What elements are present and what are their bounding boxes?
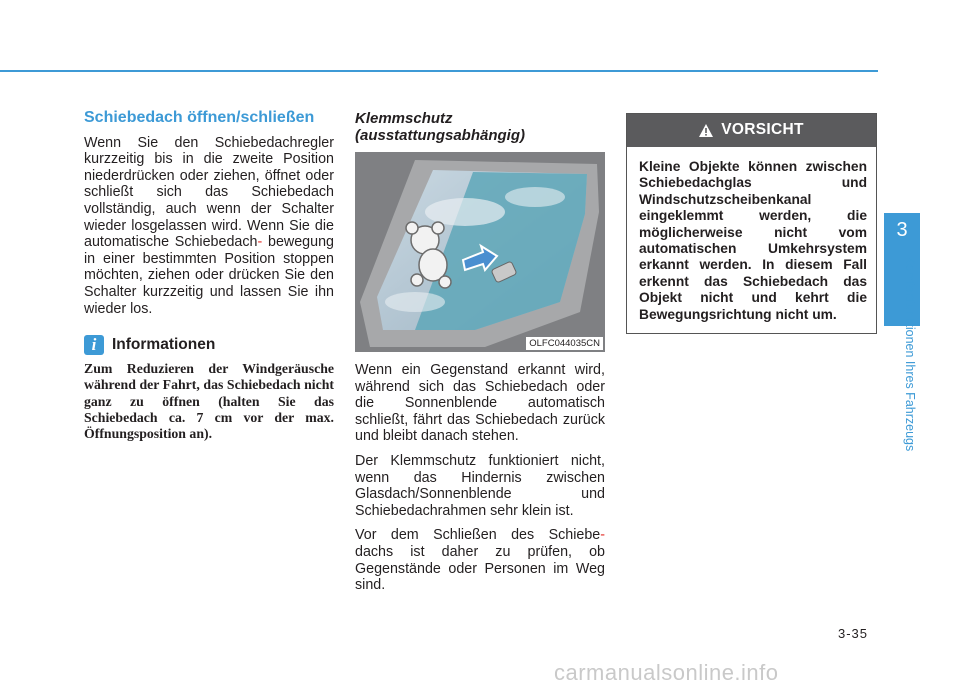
page-number: 3-35 [838,626,869,641]
paragraph-sunroof-part1: Wenn Sie den Schiebedachregler kurzzeitig bis in die zweite Position niederdrücken oder ziehen, öffnet oder schließt sich das Schiebedach vollständig, auch wenn der Schalter wieder losgelassen wird. Wenn Sie die automatische Schiebedach [84,134,334,251]
warning-triangle-icon [699,124,713,137]
hyphen-mark: - [600,527,605,544]
chapter-title-vertical [890,256,917,486]
column-left [84,110,334,442]
paragraph-anti-pinch-3 [355,527,605,593]
section-heading-anti-pinch: Klemmschutz (ausstattungsabhängig) [355,110,526,144]
info-icon: i [84,335,104,355]
chapter-number: 3 [896,219,908,241]
paragraph-anti-pinch-2: Der Klemmschutz funktioniert nicht, wenn das Hindernis zwischen Glasdach/Sonnenblende und Schiebedachrahmen sehr klein ist. [355,452,605,519]
paragraph-anti-pinch-1: Wenn ein Gegenstand erkannt wird, während sich das Schiebedach oder die Sonnenblende automatisch schließt, fährt das Schiebedach zurück und bleibt danach stehen. [355,362,605,445]
caution-text: Kleine Objekte können zwischen Schiebedachglas und Windschutzscheibenkanal eingeklemmt werden, die möglicherweise nicht vom automatischen Umkehrsystem erkannt werden. In diesem Fall erkennt das Schiebedach das Objekt nicht und kehrt die Bewegungsrichtung nicht um. [639,159,867,322]
paragraph-sunroof [84,135,334,318]
top-rule [0,70,878,72]
info-title: Informationen [112,335,216,353]
column-middle [355,110,605,602]
column-right [626,113,877,334]
sunroof-illustration [355,152,605,352]
watermark: carmanualsonline.info [554,660,779,685]
info-text: Zum Reduzieren der Windgeräusche während der Fahrt, das Schiebedach nicht ganz zu öffnen (halten Sie das Schiebedach ca. 7 cm vor der max. Öffnungsposition an). [84,361,334,441]
paragraph-anti-pinch-3-part2: dachs ist daher zu prüfen, ob Gegenstände oder Personen im Weg sind. [355,543,605,594]
caution-header [627,114,876,147]
photo-caption: OLFC044035CN [526,337,603,350]
paragraph-anti-pinch-3-part1: Vor dem Schließen des Schiebe [355,527,601,544]
caution-title: VORSICHT [721,121,804,139]
paragraph-sunroof-part2: bewegung in einer bestimmten Position stoppen möchten, ziehen oder drücken Sie den Schalter kurzzeitig und lassen Sie ihn wieder los. [84,234,334,317]
info-header [84,335,334,355]
section-heading-sunroof: Schiebedach öffnen/schließen [84,109,315,126]
chapter-title-text: Komfortfunktionen Ihres Fahrzeugs [903,256,917,452]
caution-box [626,113,877,334]
hyphen-mark: - [257,234,263,251]
sunroof-photo [355,152,605,352]
